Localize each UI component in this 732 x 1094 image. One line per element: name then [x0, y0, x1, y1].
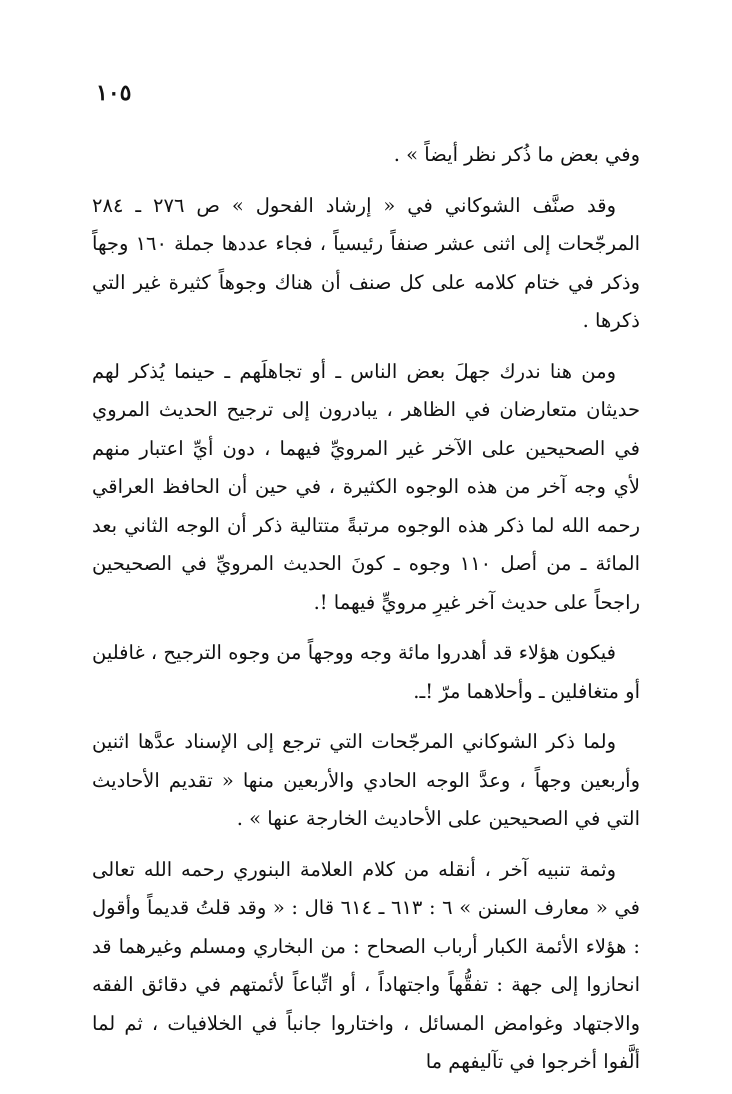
- paragraph-3: ومن هنا ندرك جهلَ بعض الناس ـ أو تجاهلَهم ـ حينما يُذكر لهم حديثان متعارضان في الظاهر ، يبادرون إلى ترجيح الحديث المروي في الصحيحين على الآخر غير المرويِّ فيهما ، دون أيِّ اعتبار منهم لأي وجه آخر من هذه الوجوه الكثيرة ، في حين أن الحافظ العراقي رحمه الله لما ذكر هذه الوجوه مرتبةً متتالية ذكر أن الوجه الثاني بعد المائة ـ من أصل ١١٠ وجوه ـ كونَ الحديث المرويِّ في الصحيحين راجحاً على حديث آخر غيرِ مرويٍّ فيهما !.: [92, 359, 640, 614]
- body-text: [92, 136, 640, 1094]
- paragraph-5: ولما ذكر الشوكاني المرجّحات التي ترجع إلى الإسناد عدَّها اثنين وأربعين وجهاً ، وعدَّ الوجه الحادي والأربعين منها « تقديم الأحاديث التي في الصحيحين على الأحاديث الخارجة عنها » .: [92, 730, 640, 830]
- paragraph-2: وقد صنَّف الشوكاني في « إرشاد الفحول » ص ٢٧٦ ـ ٢٨٤ المرجّحات إلى اثنى عشر صنفاً رئيسياً ، فجاء عددها جملة ١٦٠ وجهاً وذكر في ختام كلامه على كل صنف أن هناك وجوهاً كثيرة غير التي ذكرها .: [92, 193, 640, 332]
- page-number: ١٠٥: [96, 80, 132, 106]
- paragraph-4: فيكون هؤلاء قد أهدروا مائة وجه ووجهاً من وجوه الترجيح ، غافلين أو متغافلين ـ وأحلاهما مرّ !ـ.: [92, 641, 640, 703]
- paragraph-1: وفي بعض ما ذُكر نظر أيضاً » .: [393, 143, 640, 166]
- paragraph-6: وثمة تنبيه آخر ، أنقله من كلام العلامة البنوري رحمه الله تعالى في « معارف السنن » ٦ : ٦١٣ ـ ٦١٤ قال : « وقد قلتُ قديماً وأقول : هؤلاء الأئمة الكبار أرباب الصحاح : من البخاري ومسلم وغيرهما قد انحازوا إلى جهة : تفقُّهاً واجتهاداً ، أو اتِّباعاً لأئمتهم في دقائق الفقه والاجتهاد وغوامض المسائل ، واختاروا جانباً في الخلافيات ، ثم لما ألَّفوا أخرجوا في تآليفهم ما: [92, 857, 640, 1073]
